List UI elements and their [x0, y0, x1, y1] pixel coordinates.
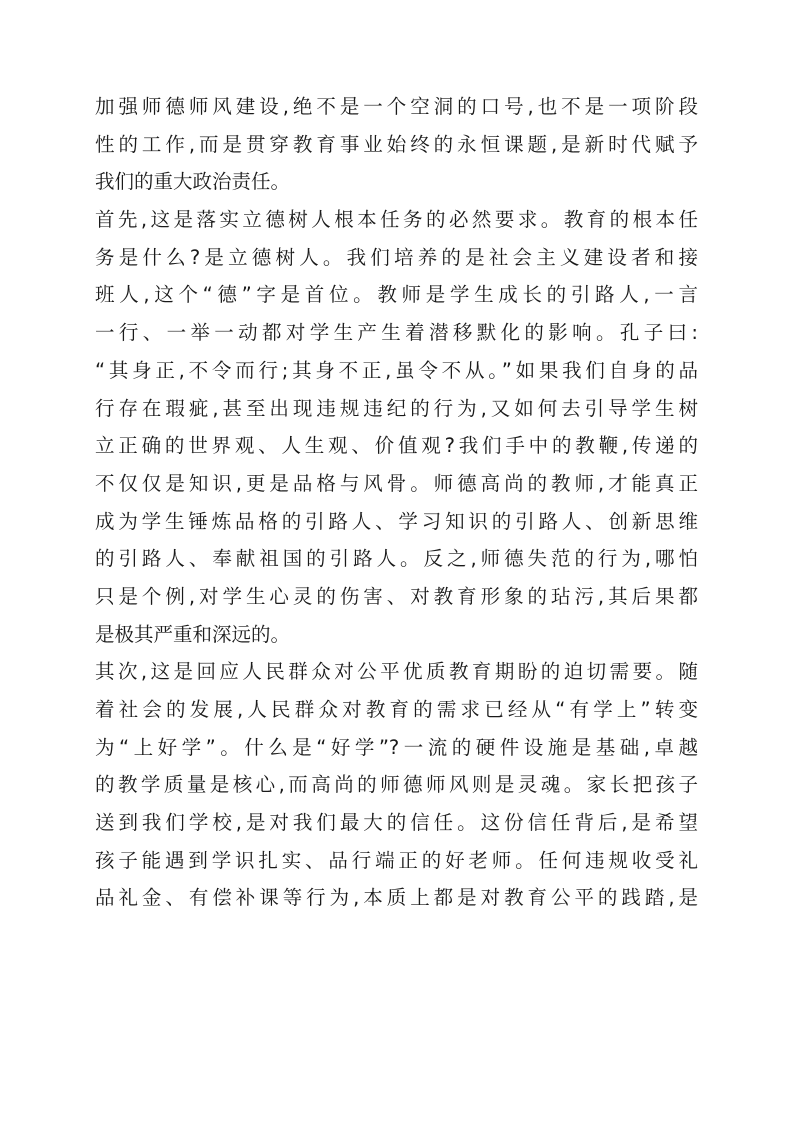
text-line: 孩子能遇到学识扎实、品行端正的好老师。任何违规收受礼 [95, 848, 698, 872]
paragraph-second-point [95, 653, 698, 917]
text-line: 成为学生锤炼品格的引路人、学习知识的引路人、创新思维 [95, 509, 698, 533]
document-body [95, 88, 698, 917]
text-line: 务是什么?是立德树人。我们培养的是社会主义建设者和接 [95, 245, 698, 269]
paragraph-first-point [95, 201, 698, 653]
text-line: 一行、一举一动都对学生产生着潜移默化的影响。孔子曰: [95, 321, 698, 345]
text-line: 行存在瑕疵,甚至出现违规违纪的行为,又如何去引导学生树 [95, 396, 698, 420]
paragraph-intro [95, 88, 698, 201]
text-line: 送到我们学校,是对我们最大的信任。这份信任背后,是希望 [95, 811, 698, 835]
text-line: 加强师德师风建设,绝不是一个空洞的口号,也不是一项阶段 [95, 95, 698, 118]
text-line: 立正确的世界观、人生观、价值观?我们手中的教鞭,传递的 [95, 434, 698, 458]
text-line: 的教学质量是核心,而高尚的师德师风则是灵魂。家长把孩子 [95, 773, 698, 797]
text-line: 着社会的发展,人民群众对教育的需求已经从“有学上”转变 [95, 698, 698, 721]
text-line: 只是个例,对学生心灵的伤害、对教育形象的玷污,其后果都 [95, 584, 698, 608]
text-line: 班人,这个“德”字是首位。教师是学生成长的引路人,一言 [95, 283, 698, 307]
text-line: 为“上好学”。什么是“好学”?一流的硬件设施是基础,卓越 [95, 735, 698, 759]
text-line: 首先,这是落实立德树人根本任务的必然要求。教育的根本任 [95, 208, 698, 232]
text-line: “其身正,不令而行;其身不正,虽令不从。”如果我们自身的品 [95, 358, 698, 382]
text-line: 其次,这是回应人民群众对公平优质教育期盼的迫切需要。随 [95, 660, 698, 684]
text-line: 不仅仅是知识,更是品格与风骨。师德高尚的教师,才能真正 [95, 471, 698, 495]
text-line: 性的工作,而是贯穿教育事业始终的永恒课题,是新时代赋予 [95, 132, 698, 156]
text-line: 我们的重大政治责任。 [95, 170, 291, 194]
text-line: 是极其严重和深远的。 [95, 622, 291, 646]
text-line: 的引路人、奉献祖国的引路人。反之,师德失范的行为,哪怕 [95, 547, 698, 571]
text-line: 品礼金、有偿补课等行为,本质上都是对教育公平的践踏,是 [95, 886, 698, 910]
